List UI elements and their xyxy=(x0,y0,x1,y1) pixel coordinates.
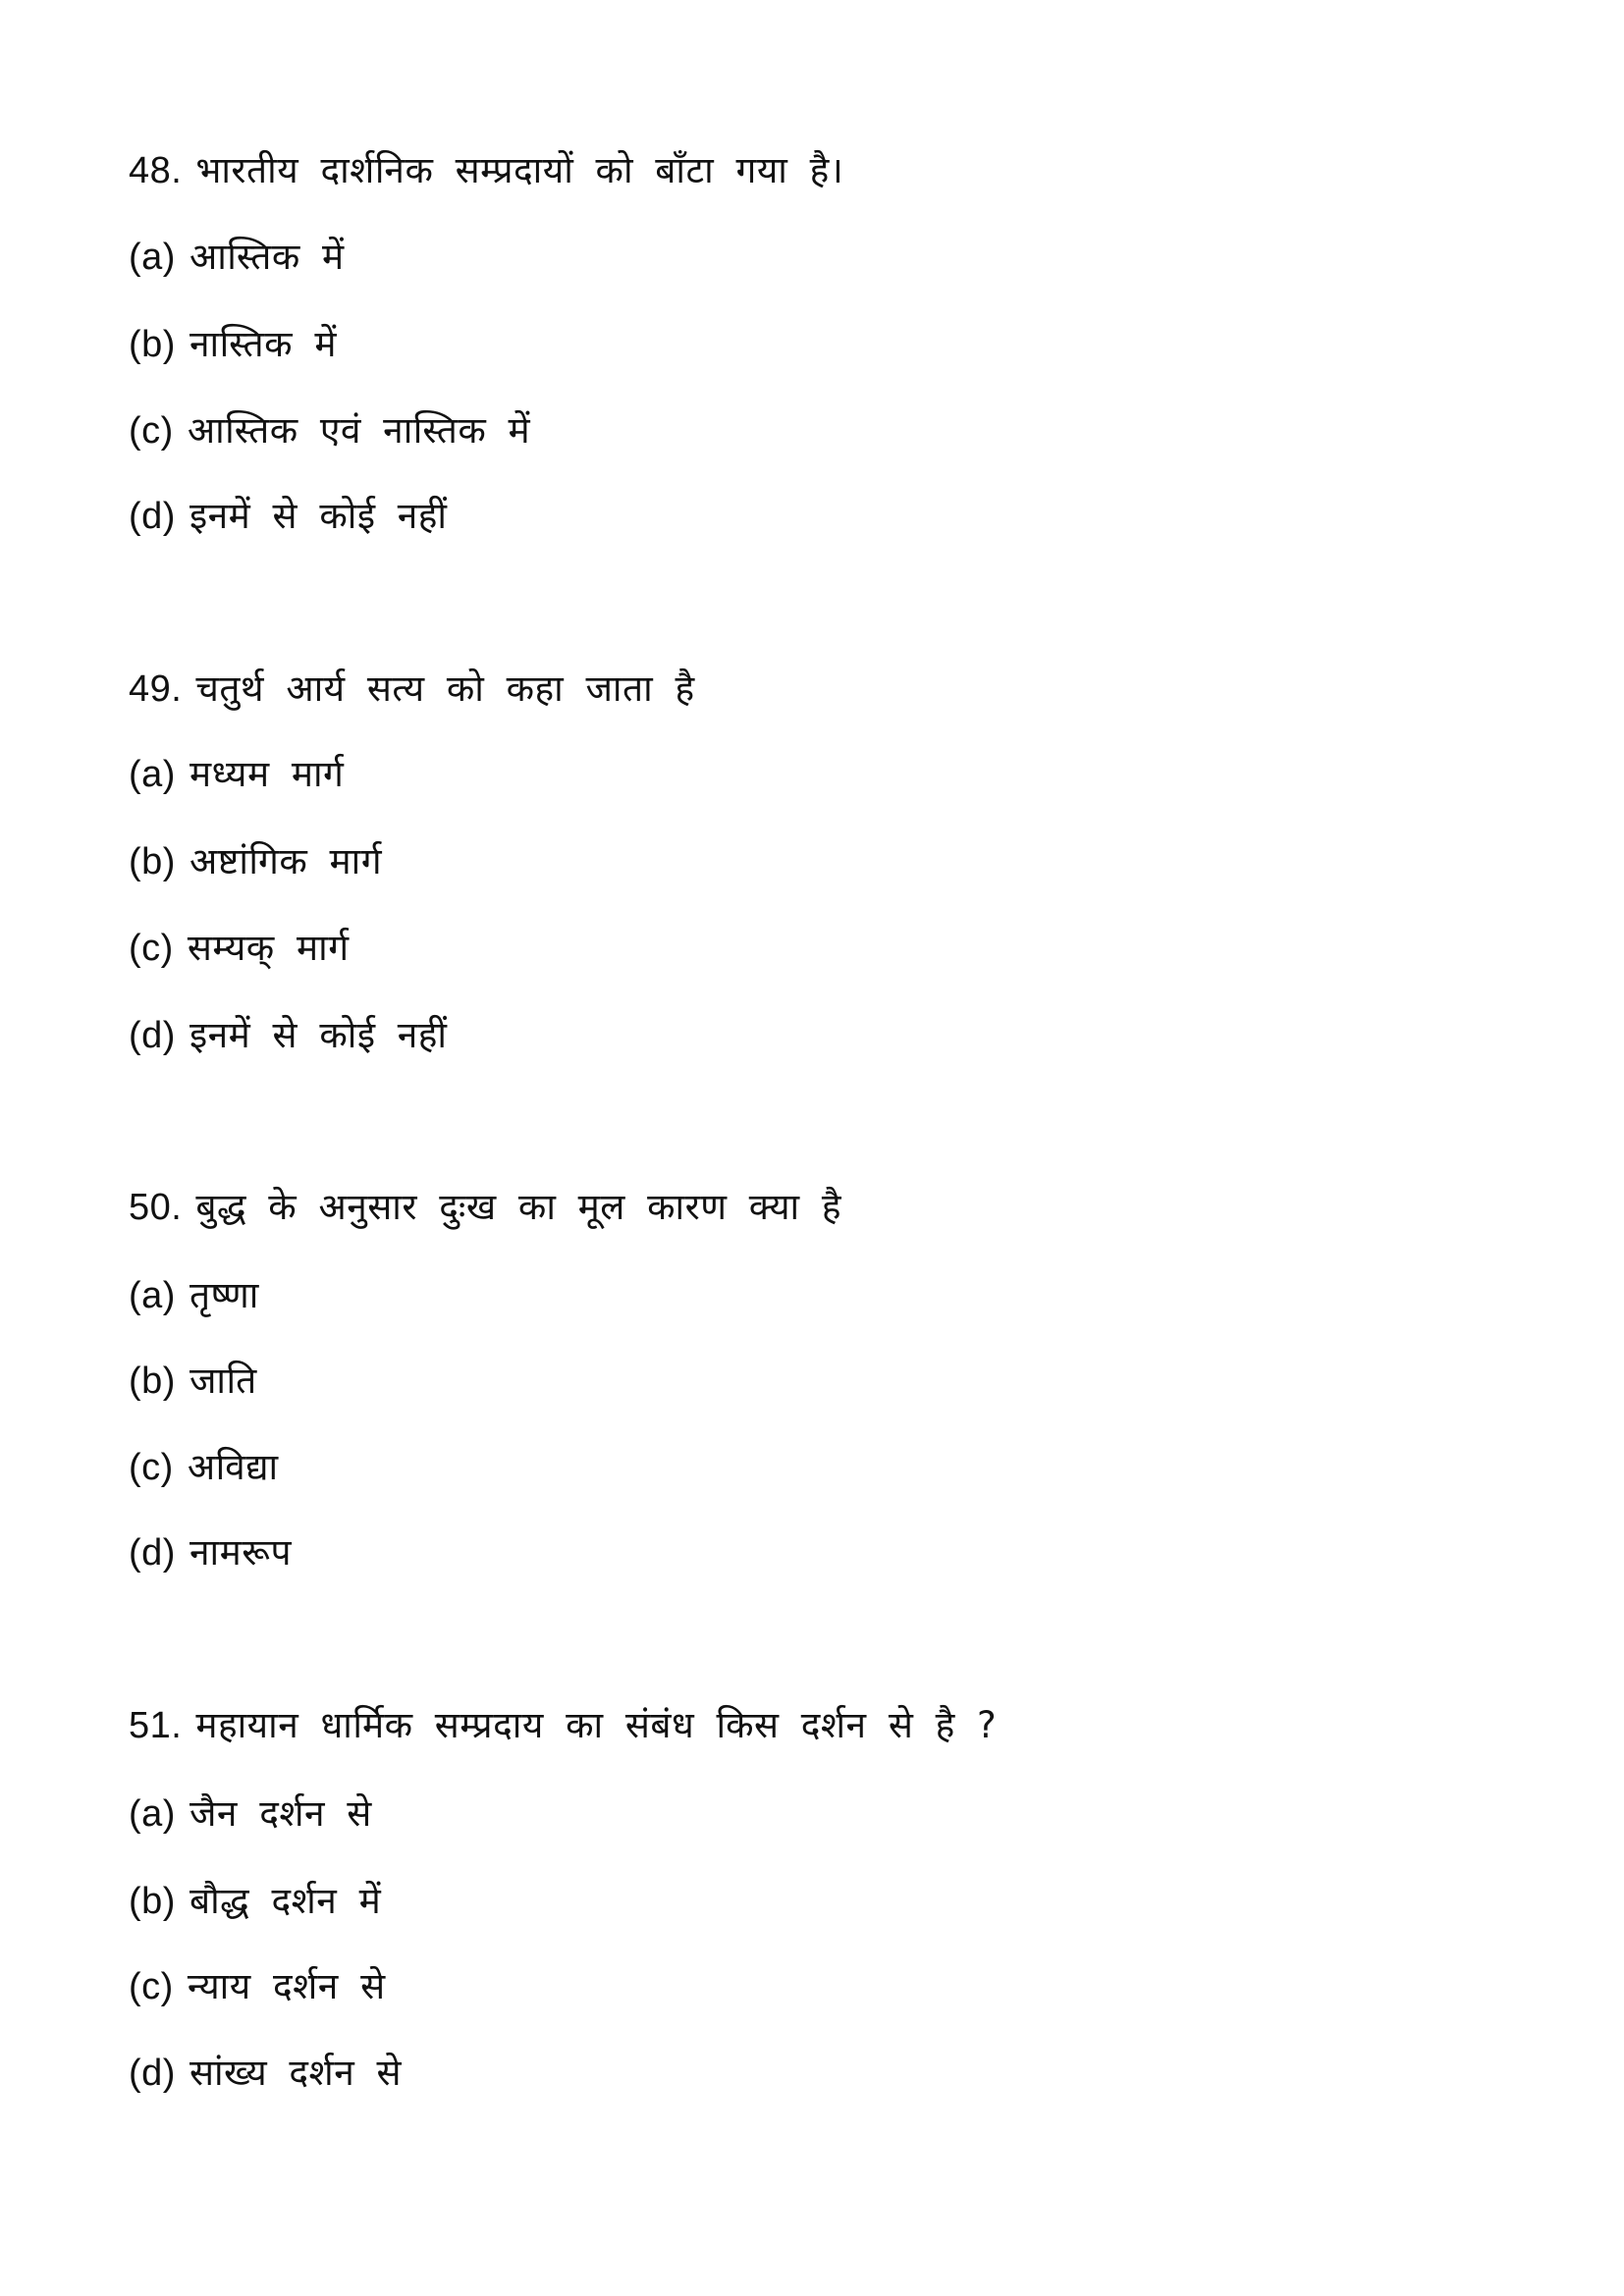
option-text: जैन दर्शन से xyxy=(189,1792,372,1835)
question-stem xyxy=(129,1178,841,1237)
option-text: जाति xyxy=(189,1360,257,1402)
option-label: (a) xyxy=(129,1793,176,1835)
question-stem xyxy=(129,1696,997,1755)
option-text: न्याय दर्शन से xyxy=(187,1965,386,2007)
option-text: मध्यम मार्ग xyxy=(189,753,345,795)
option-d xyxy=(129,487,448,546)
option-b xyxy=(129,832,382,891)
option-b xyxy=(129,315,337,374)
option-a xyxy=(129,745,344,804)
option-label: (c) xyxy=(129,410,174,452)
option-label: (a) xyxy=(129,237,176,278)
question-number: 49. xyxy=(129,668,183,710)
question-number: 48. xyxy=(129,150,183,191)
option-c xyxy=(129,1438,279,1497)
option-d xyxy=(129,1523,292,1582)
option-label: (a) xyxy=(129,1275,176,1316)
option-a xyxy=(129,228,345,287)
option-label: (c) xyxy=(129,1966,174,2007)
option-d xyxy=(129,1006,448,1065)
option-text: अष्टांगिक मार्ग xyxy=(189,840,383,882)
option-text: सांख्य दर्शन से xyxy=(189,2052,403,2094)
option-text: नामरूप xyxy=(189,1531,292,1574)
option-text: आस्तिक में xyxy=(189,236,345,278)
question-text: चतुर्थ आर्य सत्य को कहा जाता है xyxy=(195,667,695,710)
option-label: (a) xyxy=(129,754,176,795)
option-a xyxy=(129,1785,372,1843)
question-text: बुद्ध के अनुसार दुःख का मूल कारण क्या है xyxy=(195,1186,842,1228)
option-text: अविद्या xyxy=(187,1446,279,1488)
question-text: भारतीय दार्शनिक सम्प्रदायों को बाँटा गया है। xyxy=(195,149,844,191)
option-label: (c) xyxy=(129,1447,174,1488)
option-label: (c) xyxy=(129,928,174,969)
option-text: इनमें से कोई नहीं xyxy=(189,1014,448,1056)
option-b xyxy=(129,1352,257,1411)
option-d xyxy=(129,2044,402,2103)
option-label: (b) xyxy=(129,841,176,882)
option-text: इनमें से कोई नहीं xyxy=(189,495,448,537)
question-stem xyxy=(129,660,695,719)
option-text: तृष्णा xyxy=(189,1274,259,1316)
question-number: 50. xyxy=(129,1187,183,1228)
option-label: (b) xyxy=(129,324,176,365)
option-a xyxy=(129,1266,259,1325)
option-b xyxy=(129,1872,381,1931)
option-label: (d) xyxy=(129,496,176,537)
option-c xyxy=(129,401,530,460)
option-text: नास्तिक में xyxy=(189,323,337,365)
option-text: आस्तिक एवं नास्तिक में xyxy=(187,409,531,452)
option-label: (b) xyxy=(129,1361,176,1402)
question-stem xyxy=(129,141,843,200)
option-text: बौद्ध दर्शन में xyxy=(189,1880,382,1922)
option-label: (d) xyxy=(129,1532,176,1574)
option-c xyxy=(129,1957,386,2016)
option-label: (d) xyxy=(129,2053,176,2094)
option-label: (b) xyxy=(129,1881,176,1922)
question-text: महायान धार्मिक सम्प्रदाय का संबंध किस दर्शन से है ? xyxy=(195,1704,998,1746)
option-text: सम्यक् मार्ग xyxy=(187,927,350,969)
option-label: (d) xyxy=(129,1015,176,1056)
question-number: 51. xyxy=(129,1705,183,1746)
option-c xyxy=(129,919,350,978)
